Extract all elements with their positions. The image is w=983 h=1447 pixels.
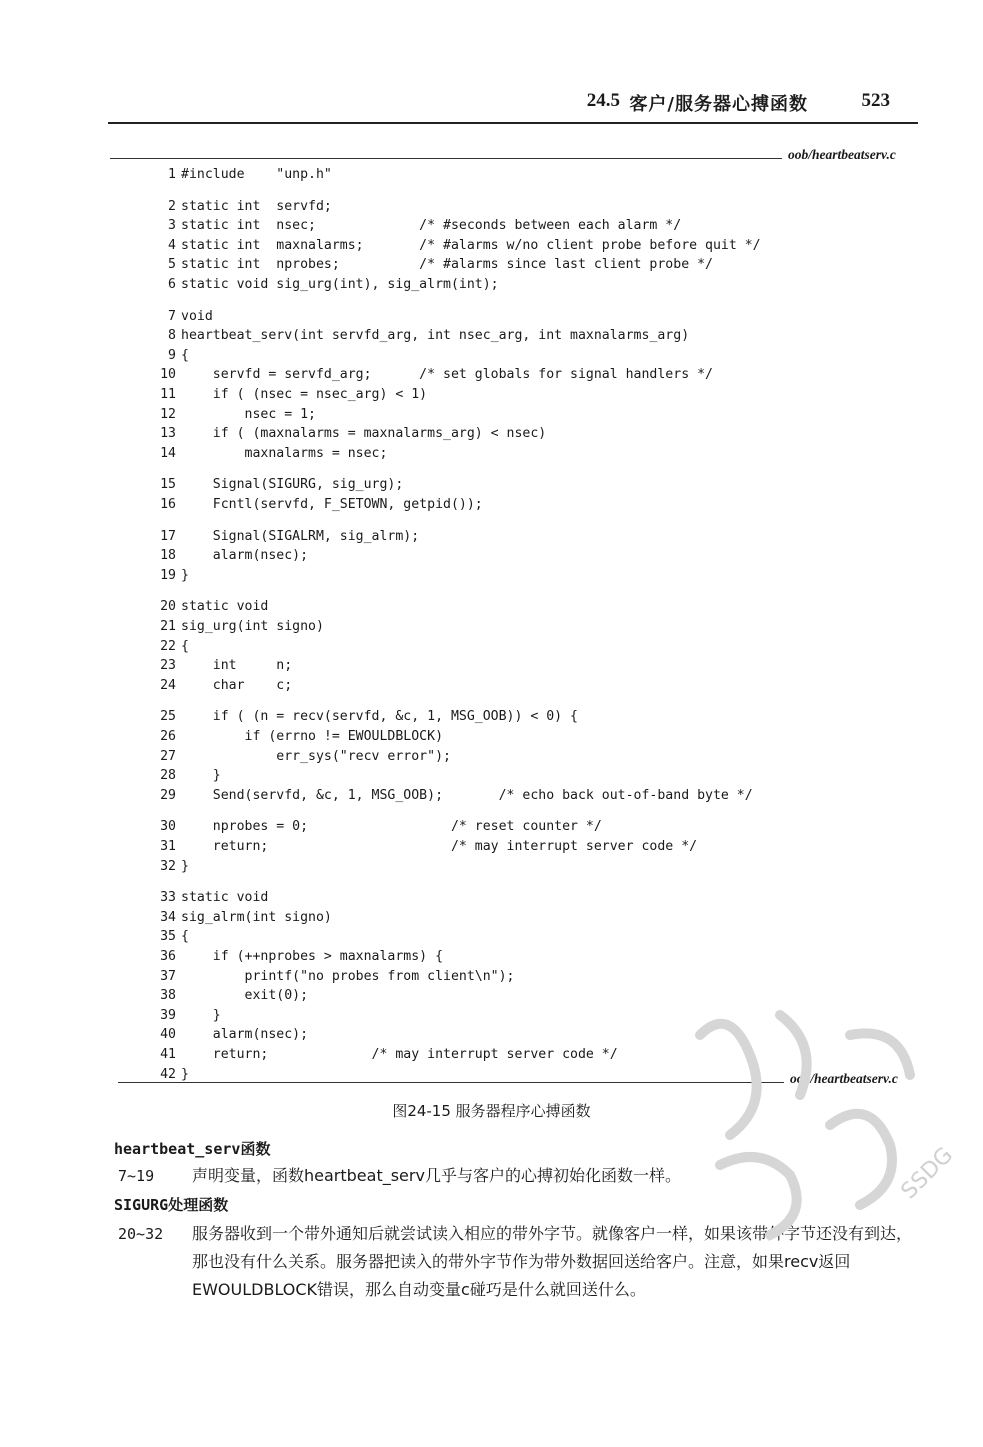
code-line <box>140 1007 221 1025</box>
code-text: exit(0); <box>181 988 309 1004</box>
code-line <box>140 657 292 675</box>
code-line <box>140 818 602 836</box>
section-heading-heartbeat-serv <box>114 1138 270 1159</box>
code-line <box>140 406 316 424</box>
code-line <box>140 237 761 255</box>
code-line <box>140 767 221 785</box>
line-number: 24 <box>160 677 176 693</box>
line-number: 7 <box>168 308 176 324</box>
code-line <box>140 1046 618 1064</box>
line-number: 30 <box>160 819 176 835</box>
code-text: Send(servfd, &c, 1, MSG_OOB); /* echo back out-of-band byte */ <box>181 787 753 803</box>
code-line <box>140 909 332 927</box>
line-number: 6 <box>168 277 176 292</box>
code-text: return; /* may interrupt server code */ <box>181 1047 618 1062</box>
code-text: static int servfd; <box>181 198 332 214</box>
code-text: printf("no probes from client\n"); <box>181 968 515 984</box>
line-number: 22 <box>160 638 176 654</box>
line-number: 17 <box>160 528 176 544</box>
line-number: 26 <box>160 729 176 744</box>
code-text: } <box>181 1066 189 1082</box>
line-number: 33 <box>160 890 176 906</box>
code-text: servfd = servfd_arg; /* set globals for signal handlers */ <box>181 367 713 383</box>
code-text: if ( (maxnalarms = maxnalarms_arg) < nsec) <box>181 426 547 442</box>
code-text: sig_alrm(int signo) <box>181 909 332 925</box>
code-text: static int nprobes; /* #alarms since last client probe */ <box>181 257 713 273</box>
code-text: nprobes = 0; /* reset counter */ <box>181 819 602 835</box>
code-line <box>140 787 753 805</box>
line-number: 23 <box>160 658 176 674</box>
heading-zh: 处理函数 <box>168 1196 229 1214</box>
code-line <box>140 256 713 274</box>
code-line <box>140 838 697 856</box>
line-number: 28 <box>160 768 176 784</box>
header-rule <box>108 122 918 124</box>
line-number: 42 <box>160 1066 176 1082</box>
paragraph-text: 声明变量，函数heartbeat_serv几乎与客户的心搏初始化函数一样。 <box>192 1166 681 1185</box>
line-number: 39 <box>160 1007 176 1023</box>
line-number: 40 <box>160 1027 176 1043</box>
line-number: 3 <box>168 218 176 234</box>
code-line <box>140 928 189 946</box>
line-number: 38 <box>160 988 176 1004</box>
code-line <box>140 858 189 876</box>
code-line <box>140 496 483 514</box>
code-line <box>140 728 443 746</box>
code-line <box>140 968 514 986</box>
code-line <box>140 276 499 294</box>
code-text: } <box>181 1007 221 1023</box>
code-line <box>140 528 419 546</box>
line-number: 34 <box>160 909 176 925</box>
line-number: 11 <box>160 387 176 402</box>
code-text: Signal(SIGALRM, sig_alrm); <box>181 528 420 544</box>
code-line <box>140 547 308 565</box>
code-text: int n; <box>181 658 293 674</box>
running-header <box>108 86 908 120</box>
code-text: static int nsec; /* #seconds between each alarm */ <box>181 218 682 234</box>
code-text: if ( (nsec = nsec_arg) < 1) <box>181 387 428 402</box>
code-text: { <box>181 929 189 945</box>
code-text: Signal(SIGURG, sig_urg); <box>181 477 404 493</box>
page-number: 523 <box>861 90 890 111</box>
line-number: 12 <box>160 406 176 422</box>
file-label-top: oob/heartbeatserv.c <box>788 147 896 162</box>
code-text: err_sys("recv error"); <box>181 748 451 764</box>
code-text: { <box>181 638 189 654</box>
code-text: if ( (n = recv(servfd, &c, 1, MSG_OOB)) < 0) { <box>181 709 578 725</box>
code-line <box>140 166 332 184</box>
line-number: 29 <box>160 787 176 803</box>
line-range: 20~32 <box>118 1225 164 1243</box>
line-number: 19 <box>160 567 176 583</box>
section-number: 24.5 <box>586 90 620 111</box>
code-text: static int maxnalarms; /* #alarms w/no client probe before quit */ <box>181 237 761 253</box>
heading-zh: 函数 <box>240 1140 271 1158</box>
code-line <box>140 327 689 345</box>
code-line <box>140 217 681 235</box>
line-number: 16 <box>160 497 176 512</box>
code-text: } <box>181 858 189 874</box>
code-text: if (errno != EWOULDBLOCK) <box>181 729 444 744</box>
code-line <box>140 987 308 1005</box>
code-line <box>140 366 713 384</box>
line-number: 2 <box>168 198 176 214</box>
watermark-text: SSDG <box>896 1142 959 1205</box>
line-number: 37 <box>160 968 176 984</box>
code-line <box>140 618 324 636</box>
code-line <box>140 638 189 656</box>
code-text: char c; <box>181 677 293 693</box>
code-text: heartbeat_serv(int servfd_arg, int nsec_arg, int maxnalarms_arg) <box>181 328 690 344</box>
line-number: 14 <box>160 445 176 461</box>
code-line <box>140 567 189 585</box>
line-number: 5 <box>168 257 176 273</box>
line-number: 35 <box>160 929 176 945</box>
code-text: static void <box>181 890 269 906</box>
code-line <box>140 386 427 404</box>
line-number: 32 <box>160 858 176 874</box>
code-text: } <box>181 567 189 583</box>
code-line <box>140 708 578 726</box>
code-line <box>140 948 443 966</box>
line-number: 18 <box>160 548 176 564</box>
code-text: { <box>181 347 189 363</box>
code-line <box>140 1066 189 1084</box>
code-text: return; /* may interrupt server code */ <box>181 839 698 854</box>
code-line <box>140 347 189 365</box>
code-line <box>140 889 268 907</box>
code-text: nsec = 1; <box>181 406 316 422</box>
line-number: 13 <box>160 426 176 442</box>
line-number: 8 <box>168 328 176 344</box>
line-number: 25 <box>160 709 176 725</box>
line-number: 31 <box>160 839 176 854</box>
line-number: 20 <box>160 599 176 615</box>
code-line <box>140 308 213 326</box>
section-heading-sigurg <box>114 1194 228 1215</box>
file-rule-top <box>110 158 782 159</box>
code-line <box>140 198 332 216</box>
chapter-title: 客户/服务器心搏函数 <box>629 94 808 115</box>
code-line <box>140 1026 308 1044</box>
file-label-bottom: oob/heartbeatserv.c <box>790 1071 898 1086</box>
heading-code: heartbeat_serv <box>114 1140 241 1158</box>
code-text: Fcntl(servfd, F_SETOWN, getpid()); <box>181 497 483 512</box>
code-text: alarm(nsec); <box>181 1027 309 1043</box>
line-number: 10 <box>160 367 176 383</box>
code-text: #include "unp.h" <box>181 167 332 182</box>
line-number: 1 <box>168 167 176 182</box>
code-line <box>140 677 292 695</box>
watermark-stamp <box>660 975 960 1275</box>
line-number: 36 <box>160 949 176 964</box>
code-line <box>140 748 451 766</box>
line-range: 7~19 <box>118 1167 155 1185</box>
code-text: maxnalarms = nsec; <box>181 445 388 461</box>
code-text: static void <box>181 599 269 615</box>
code-text: sig_urg(int signo) <box>181 619 324 634</box>
code-text: if (++nprobes > maxnalarms) { <box>181 949 444 964</box>
figure-caption: 图24-15 服务器程序心搏函数 <box>392 1102 591 1120</box>
line-number: 21 <box>160 619 176 634</box>
code-text: alarm(nsec); <box>181 548 309 564</box>
heading-code: SIGURG <box>114 1196 169 1214</box>
paragraph-text: 服务器收到一个带外通知后就尝试读入相应的带外字节。就像客户一样，如果该带外字节还没有到达，那也没有什么关系。服务器把读入的带外字节作为带外数据回送给客户。注意，如果recv返回EWOULDBLOCK错误，那么自动变量c碰巧是什么就回送什么。 <box>192 1224 913 1299</box>
line-number: 4 <box>168 237 176 253</box>
line-number: 9 <box>168 347 176 363</box>
code-line <box>140 445 387 463</box>
line-number: 41 <box>160 1047 176 1062</box>
code-line <box>140 476 403 494</box>
code-text: void <box>181 308 213 324</box>
line-number: 15 <box>160 477 176 493</box>
code-line <box>140 598 268 616</box>
code-text: } <box>181 768 221 784</box>
line-number: 27 <box>160 748 176 764</box>
code-line <box>140 425 546 443</box>
code-text: static void sig_urg(int), sig_alrm(int); <box>181 277 499 292</box>
